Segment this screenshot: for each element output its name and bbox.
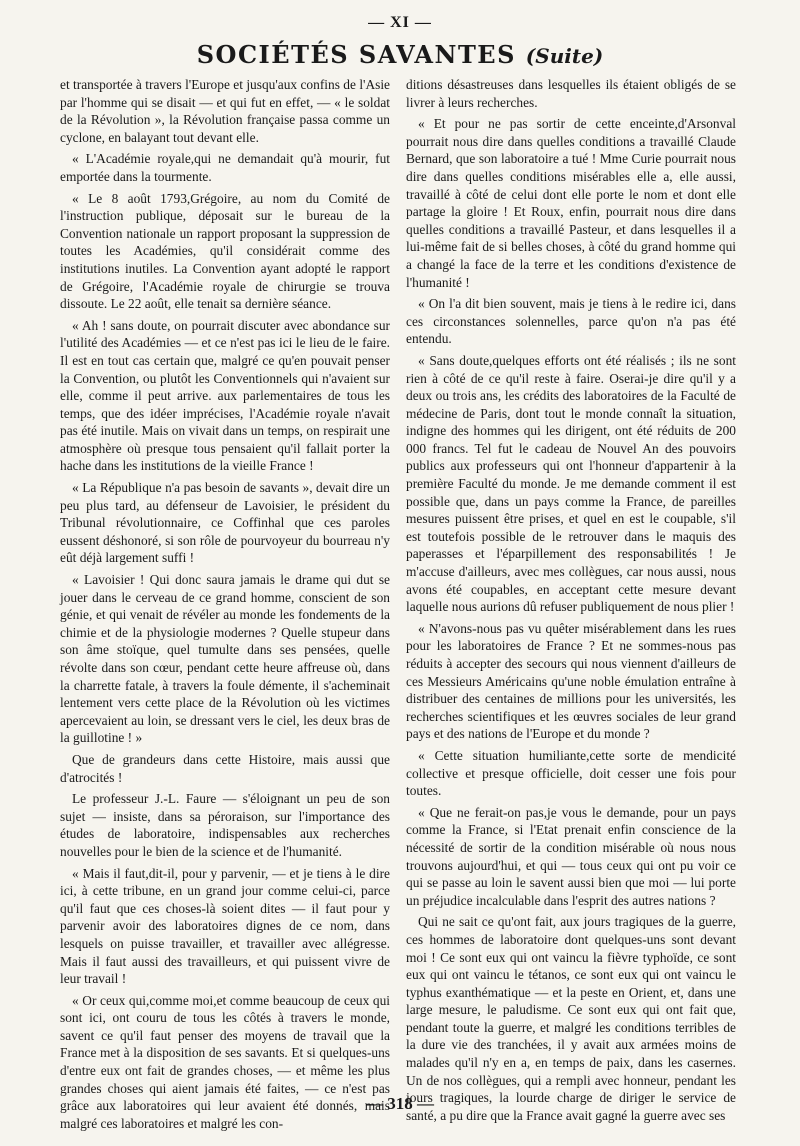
paragraph: « Sans doute,quelques efforts ont été réalisés ; ils ne sont rien à côté de ce qu'il reste à faire. Oserai-je dire qu'il y a deux ou trois ans, les crédits des laboratoires de la Faculté de médecine de Paris, dont tout le monde connaît la situation, indigne des hommes qui les dirigent, ont été réduits de 200 000 francs. Tel fut le cadeau de Nouvel An des pouvoirs publics aux professeurs qui ont l'honneur d'appartenir à la première Faculté du monde. Je me demande comment il est possible que, dans un pays comme la France, de pareilles mesures puissent être prises, et quel en est le coupable, s'il est toutefois possible de le retrouver dans le maquis des paperasses et l'éparpillement des responsabilités ! Je m'accuse d'ailleurs, avec mes collègues, car nous aussi, nous avons été coupables, en acceptant cette mesure devant laquelle nous aurions dû refuser publiquement de nous plier ! [406, 352, 736, 615]
left-column [60, 76, 390, 1131]
paragraph: Qui ne sait ce qu'ont fait, aux jours tragiques de la guerre, ces hommes de laboratoire dont quelques-uns sont devant moi ! Ce sont eux qui ont vaincu la fièvre typhoïde, ce sont eux qui ont vaincu le tétanos, ce sont eux qui ont vaincu le typhus exanthématique — et la peste en Orient, et, dans une large mesure, le paludisme. Ce sont eux qui ont fait que, pendant toute la guerre, et malgré les conditions terribles de la dure vie des tranchées, il y avait aux armées moins de malades qu'il n'y en a, en temps de paix, dans les casernes. Un de nos collègues, qui a rempli avec honneur, pendant les jours tragiques, la lourde charge de diriger le service de santé, a pu dire que la France avait gagné la guerre avec ses [406, 914, 736, 1123]
right-column [406, 76, 736, 1123]
paragraph: et transportée à travers l'Europe et jusqu'aux confins de l'Asie par l'homme qui se disait — et qui fut en effet, — « le soldat de la Révolution », la Révolution française passa comme un cyclone, en balayant tout devant elle. [60, 77, 390, 145]
paragraph: « Le 8 août 1793,Grégoire, au nom du Comité de l'instruction publique, déposait sur le bureau de la Convention nationale un rapport proposant la suppression de toutes les Académies, qu'il considérait comme des institutions inutiles. La Convention ayant adopté le rapport de Grégoire, l'Académie royale de chirurgie se trouva dissoute. Le 22 août, elle tenait sa dernière séance. [60, 190, 390, 312]
paragraph: « Cette situation humiliante,cette sorte de mendicité collective et presque officielle, doit cesser une fois pour toutes. [406, 747, 736, 799]
paragraph: Le professeur J.-L. Faure — s'éloignant un peu de son sujet — insiste, dans sa péroraison, sur l'importance des études de laboratoire, indispensables aux recherches nouvelles pour le bien de la science et de l'humanité. [60, 791, 390, 859]
paragraph: « Mais il faut,dit-il, pour y parvenir, — et je tiens à le dire ici, à cette tribune, en un grand jour comme celui-ci, parce qu'il faut que ces choses-là soient dites — il faut pour y parvenir avoir des laboratoires dignes de ce nom, dans lesquels on puisse travailler, et travailler avec allégresse. Mais il faut aussi des travailleurs, et qui puissent vivre de leur travail ! [60, 865, 390, 987]
paragraph: « Et pour ne pas sortir de cette enceinte,d'Arsonval pourrait nous dire dans quelles conditions a travaillé Claude Bernard, que son laboratoire a tué ! Mme Curie pourrait nous dire dans quelles conditions misérables elle a, elle aussi, travaillé à côté de celui dont elle porte le nom et dont elle partage la gloire ! Et Roux, enfin, pourrait nous dire dans quelles conditions a travaillé Pasteur, et dans lesquelles il a lui-même fait de si belles choses, à côté du grand homme qui a changé la face de la terre et les conditions d'existence de l'humanité ! [406, 116, 736, 290]
page-title [0, 40, 800, 69]
paragraph: « L'Académie royale,qui ne demandait qu'à mourir, fut emportée dans la tourmente. [60, 151, 390, 184]
paragraph: « On l'a dit bien souvent, mais je tiens à le redire ici, dans ces circonstances solennelles, parce qu'on n'a pas été entendu. [406, 296, 736, 347]
paragraph: ditions désastreuses dans lesquelles ils étaient obligés de se livrer à leurs recherches. [406, 77, 736, 110]
paragraph: « Ah ! sans doute, on pourrait discuter avec abondance sur l'utilité des Académies — et ce n'est pas ici le lieu de le faire. Il est en tout cas certain que, malgré ce qu'en pouvait penser la Convention, ou plutôt les Conventionnels qui n'avaient sur elle, comme il peut arrive. aux parlementaires de tous les temps, que des idéer imprécises, l'Académie royale n'avait pas été inutile. Mais on vivait dans un temps, on respirait une atmosphère où presque tous pensaient qu'il fallait porter la hache dans les institutions de la vieille France ! [60, 317, 390, 474]
paragraph: Que de grandeurs dans cette Histoire, mais aussi que d'atrocités ! [60, 751, 390, 785]
section-title: SOCIÉTÉS SAVANTES [196, 40, 516, 69]
paragraph: « Or ceux qui,comme moi,et comme beaucoup de ceux qui sont ici, ont couru de tous les côtés à travers le monde, savent ce qu'il faut penser des moyens de travail que la France met à la disposition de ses savants. Et si quelques-uns d'entre eux ont fait de grandes choses, — et même les plus grandes choses qui aient jamais été faites, — ce n'est pas grâce aux laboratoires qui leur avaient été donnés, mais malgré ces laboratoires et malgré les con- [60, 992, 390, 1131]
page-number: — 318 — [366, 1094, 434, 1113]
section-title-suite: (Suite) [525, 44, 604, 68]
paragraph: « N'avons-nous pas vu quêter misérablement dans les rues pour les laboratoires de France ? Et ne sommes-nous pas réduits à accepter des secours qui nous viennent d'ailleurs de ces Messieurs Américains qu'une noble émulation entraîne à distribuer des centaines de millions pour les universités, les recherches scientifiques et les œuvres sociales de leur grand pays et des nations de l'Europe et du monde ? [406, 620, 736, 742]
paragraph: « La République n'a pas besoin de savants », devait dire un peu plus tard, au défenseur de Lavoisier, le président du Tribunal révolutionnaire, ce Coffinhal que ces paroles eussent déshonoré, si son rôle de pourvoyeur du bourreau n'y eût déjà largement suffi ! [60, 480, 390, 566]
paragraph: « Que ne ferait-on pas,je vous le demande, pour un pays comme la France, si l'Etat prenait enfin conscience de la nécessité de sortir de la condition misérable où nous nous trouvons aujourd'hui, et qui — tous ceux qui ont pu voir ce qui se passe au loin le savent aussi bien que moi — lui porte un préjudice incalculable dans l'esprit des autres nations ? [406, 804, 736, 908]
roman-page-number: — XI — [368, 14, 432, 31]
paragraph: « Lavoisier ! Qui donc saura jamais le drame qui dut se jouer dans le cerveau de ce grand homme, conscient de son génie, et qui venait de révéler au monde les fondements de la chimie et de la physiologie modernes ? Quelle stupeur dans son âme stoïque, quel tumulte dans ses pensées, quelle révolte dans son cœur, pendant cette heure affreuse où, dans la charrette fatale, à travers la foule démente, il s'acheminait lentement vers cette place de la Révolution où les victimes apercevaient au loin, se dressant vers le ciel, les deux bras de la guillotine ! » [60, 572, 390, 746]
